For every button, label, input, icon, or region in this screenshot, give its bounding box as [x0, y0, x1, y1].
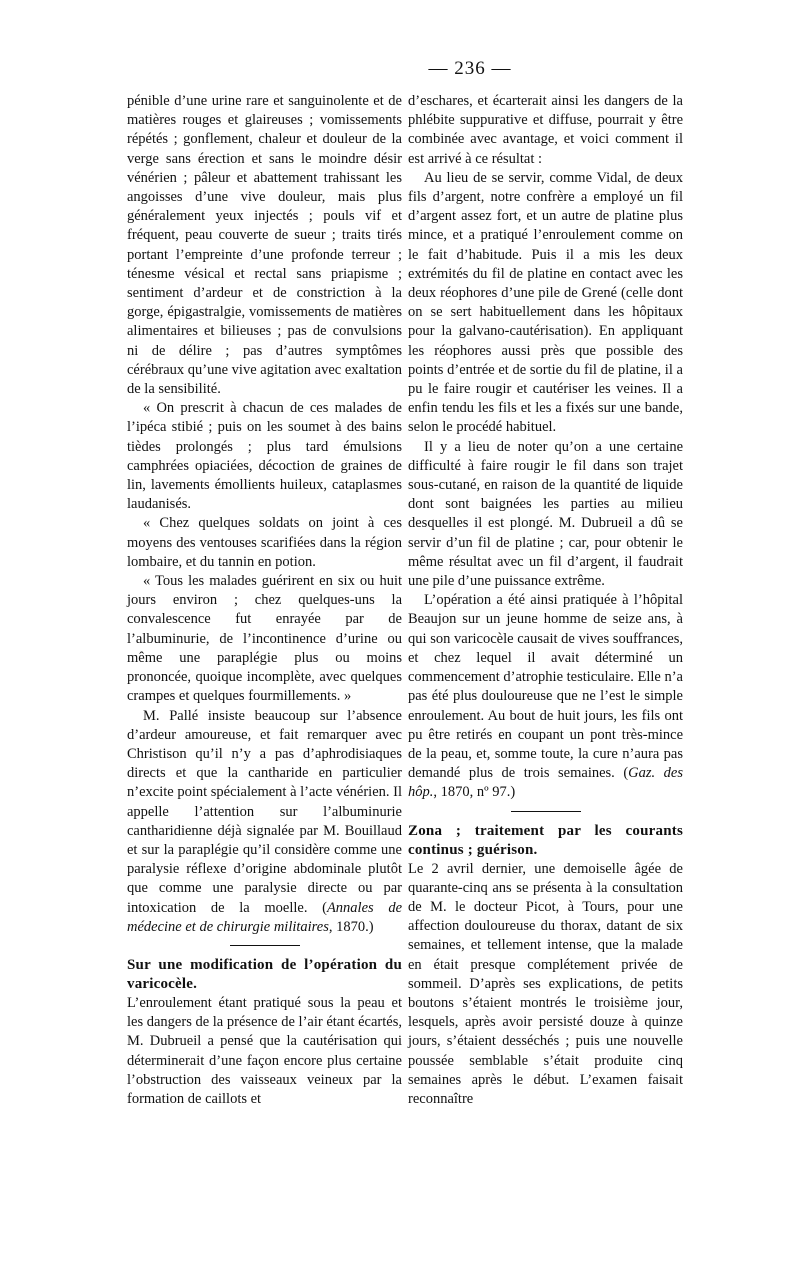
- citation-number: , 1870, nº 97.): [433, 784, 516, 801]
- left-column: [127, 92, 402, 1109]
- citation-annales: Annales de médecine et de chirurgie militaires: [127, 899, 403, 935]
- section-divider: [230, 945, 300, 946]
- citation-gazette: Gaz. des hôp.: [408, 765, 683, 801]
- paragraph-prescription: « On prescrit à chacun de ces malades de l’ipéca stibié ; puis on les soumet à des bains tièdes prolongés ; plus tard émulsions camphrées opiaciées, décoction de graines de lin, lavements émollients huileux, cataplasmes laudanisés.: [127, 400, 402, 513]
- paragraph-recovery: « Tous les malades guérirent en six ou huit jours environ ; chez quelques-uns la convalescence fut enrayée par de l’albuminurie, de l’incontinence d’urine ou même une paraplégie plus ou moins prononcée, quoique incomplète, avec quelques crampes et quelques fourmillements. »: [127, 573, 402, 705]
- citation-year: , 1870.): [328, 918, 374, 935]
- right-column: [408, 92, 683, 1109]
- paragraph-soldiers: « Chez quelques soldats on joint à ces moyens des ventouses scarifiées dans la région lombaire, et du tannin en potion.: [127, 515, 402, 570]
- page-number: — 236 —: [428, 58, 512, 79]
- paragraph-difficulty: Il y a lieu de noter qu’on a une certaine difficulté à faire rougir le fil dans son trajet sous-cutané, en raison de la quantité de liquide dont sont baignées les parties au milieu desquelles il est plongé. M. Dubrueil a dû se servir d’un fil de platine ; car, pour obtenir le même résultat avec un fil d’argent, il faudrait une pile d’une puissance extrême.: [408, 438, 683, 590]
- palle-text: M. Pallé insiste beaucoup sur l’absence d’ardeur amoureuse, et fait remarquer avec Christison qu’il n’y a pas d’aphrodisiaques directs et que la cantharide en particulier n’excite point spécialement à l’acte vénérien. Il appelle l’attention sur l’albuminurie cantharidienne déjà signalée par M. Bouillaud et sur la paraplégie qu’il considère comme une paralysie réflexe d’origine abdominale plutôt que comme une paralysie directe ou par intoxication de la moelle. (: [127, 707, 402, 916]
- beaujon-text: L’opération a été ainsi pratiquée à l’hôpital Beaujon sur un jeune homme de seize ans, à qui son varicocèle causait de vives souffrances, et chez lequel il avait déterminé un commencement d’atrophie testiculaire. Elle n’a pas été plus douloureuse que ne l’est le simple enroulement. Au bout de huit jours, les fils ont pu être retirés en coupant un pont très-mince de la peau, et, somme toute, la cure n’aura pas demandé plus de trois semaines. (: [408, 592, 683, 782]
- paragraph-beaujon: [408, 591, 683, 802]
- paragraph-zona-case: Le 2 avril dernier, une demoiselle âgée de quarante-cinq ans se présenta à la consultation de M. le docteur Picot, à Tours, pour une affection douloureuse du thorax, datant de six semaines, et tellement intense, que la malade en était presque complétement privée de sommeil. D’après ses explications, de petits boutons s’étaient montrés le troisième jour, lesquels, après avoir persisté douze à quinze jours, s’étaient desséchés ; puis une nouvelle poussée semblable s’était produite cinq semaines après le début. L’examen faisait reconnaître: [408, 860, 683, 1107]
- paragraph-palle: [127, 707, 402, 937]
- section-heading-zona: Zona ; traitement par les courants continus ; guérison.: [408, 822, 683, 858]
- paragraph-vidal: Au lieu de se servir, comme Vidal, de deux fils d’argent, notre confrère a employé un fil d’argent assez fort, et un autre de platine plus mince, et a pratiqué l’enroulement comme on le fait d’habitude. Puis il a mis les deux extrémités du fil de platine en contact avec les deux réophores d’une pile de Grené (celle dont on se sert habituellement dans les hôpitaux pour la galvano-cautérisation). En appliquant les réophores aussi près que possible des points d’entrée et de sortie du fil de platine, il a pu le faire rougir et cautériser les veines. Il a enfin tendu les fils et les a fixés sur une bande, selon le procédé habituel.: [408, 169, 683, 436]
- paragraph-symptoms: pénible d’une urine rare et sanguinolente et de matières rouges et glaireuses ; vomissements répétés ; gonflement, chaleur et douleur de la verge sans érection et sans le moindre désir vénérien ; pâleur et abattement trahissant les angoisses d’une vive douleur, mais plus généralement yeux injectés ; pouls vif et fréquent, peau couverte de sueur ; traits tirés portant l’empreinte d’une profonde terreur ; ténesme vésical et rectal sans priapisme ; sentiment d’ardeur et de constriction à la gorge, épigastralgie, vomissements de matières alimentaires et bilieuses ; pas de convulsions ni de délire ; pas d’autres symptômes cérébraux qu’une vive agitation avec exaltation de la sensibilité.: [127, 93, 402, 398]
- paragraph-enroulement: L’enroulement étant pratiqué sous la peau et les dangers de la présence de l’air étant écartés, M. Dubrueil a pensé que la cautérisation qui déterminerait d’une façon encore plus certaine l’obstruction des vaisseaux veineux par la formation de caillots et: [127, 994, 402, 1107]
- section-heading-varicocele: Sur une modification de l’opération du varicocèle.: [127, 956, 402, 992]
- paragraph-eschares: d’eschares, et écarterait ainsi les dangers de la phlébite suppurative et diffuse, pourrait y être combinée avec avantage, et voici comment il est arrivé à ce résultat :: [408, 93, 683, 167]
- section-divider: [511, 811, 581, 812]
